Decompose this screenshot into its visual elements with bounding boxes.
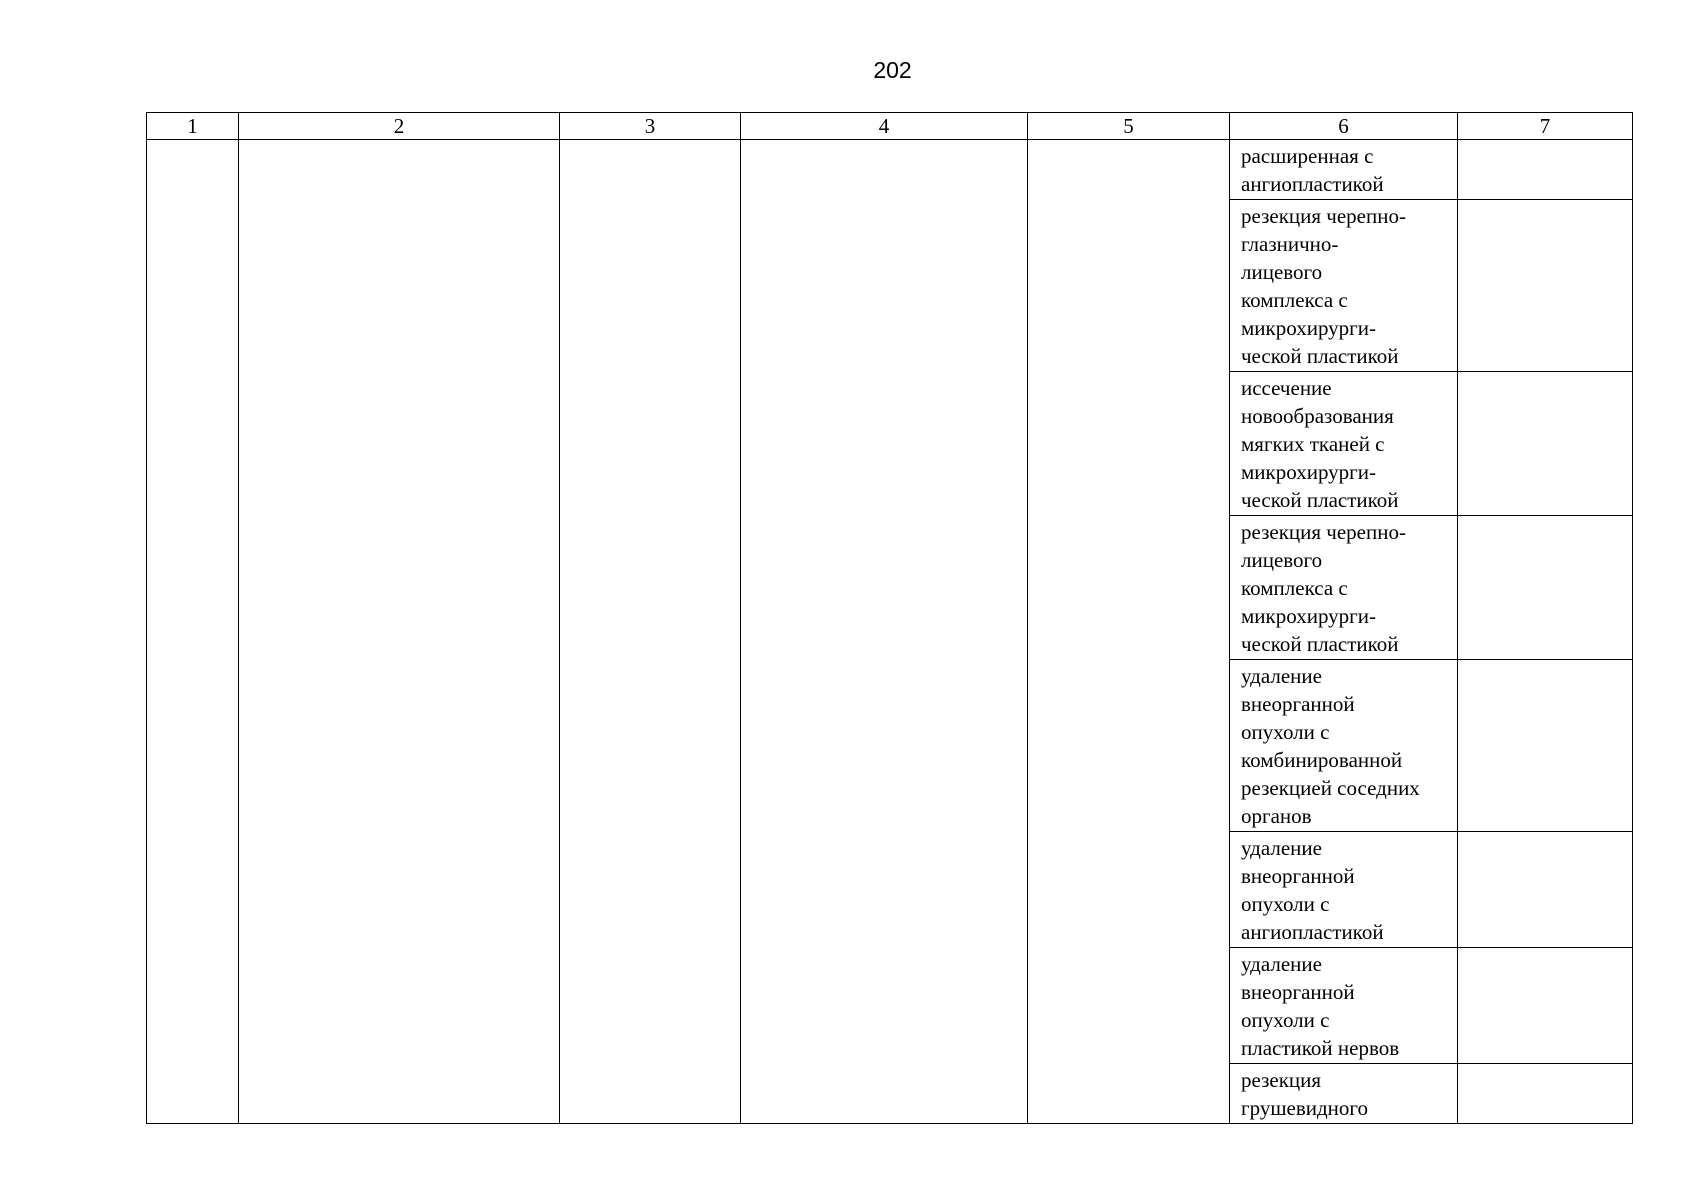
table-row (1230, 1064, 1632, 1123)
empty-cell-col-7 (1458, 948, 1632, 1063)
cell-col-4 (741, 140, 1028, 1124)
table-row (1230, 372, 1632, 516)
procedure-cell: удаление внеорганной опухоли с ангиопластикой (1230, 832, 1458, 947)
cell-col-1 (147, 140, 239, 1124)
procedure-cell: резекция черепно- лицевого комплекса с микрохирурги- ческой пластикой (1230, 516, 1458, 659)
empty-cell-col-7 (1458, 372, 1632, 515)
column-header-1: 1 (147, 113, 239, 140)
empty-cell-col-7 (1458, 140, 1632, 199)
data-table (146, 112, 1633, 1124)
empty-cell-col-7 (1458, 1064, 1632, 1123)
column-header-7: 7 (1539, 114, 1551, 138)
table-row (1230, 516, 1632, 660)
table-row (1230, 660, 1632, 832)
empty-cell-col-7 (1458, 832, 1632, 947)
cell-col-6-7 (1230, 140, 1633, 1124)
column-header-3: 3 (560, 113, 741, 140)
cell-col-5 (1028, 140, 1230, 1124)
column-header-6: 6 (1230, 113, 1458, 139)
procedure-cell: удаление внеорганной опухоли с комбинированной резекцией соседних органов (1230, 660, 1458, 831)
page-number: 202 (873, 57, 912, 83)
column-header-4: 4 (741, 113, 1028, 140)
procedure-list (1230, 140, 1632, 1123)
table-row (1230, 948, 1632, 1064)
cell-col-2 (239, 140, 560, 1124)
table-row (1230, 200, 1632, 372)
table-header-row (147, 113, 1633, 140)
procedure-cell: резекция черепно- глазнично- лицевого комплекса с микрохирурги- ческой пластикой (1230, 200, 1458, 371)
procedure-cell: резекция грушевидного (1230, 1064, 1458, 1123)
column-header-6-7 (1230, 113, 1633, 140)
column-header-5: 5 (1028, 113, 1230, 140)
cell-col-3 (560, 140, 741, 1124)
table-row (1230, 140, 1632, 200)
empty-cell-col-7 (1458, 200, 1632, 371)
procedure-cell: удаление внеорганной опухоли с пластикой нервов (1230, 948, 1458, 1063)
table-row (1230, 832, 1632, 948)
table-body-row (147, 140, 1633, 1124)
procedure-cell: расширенная с ангиопластикой (1230, 140, 1458, 199)
empty-cell-col-7 (1458, 660, 1632, 831)
procedure-cell: иссечение новообразования мягких тканей с микрохирурги- ческой пластикой (1230, 372, 1458, 515)
empty-cell-col-7 (1458, 516, 1632, 659)
column-header-2: 2 (239, 113, 560, 140)
